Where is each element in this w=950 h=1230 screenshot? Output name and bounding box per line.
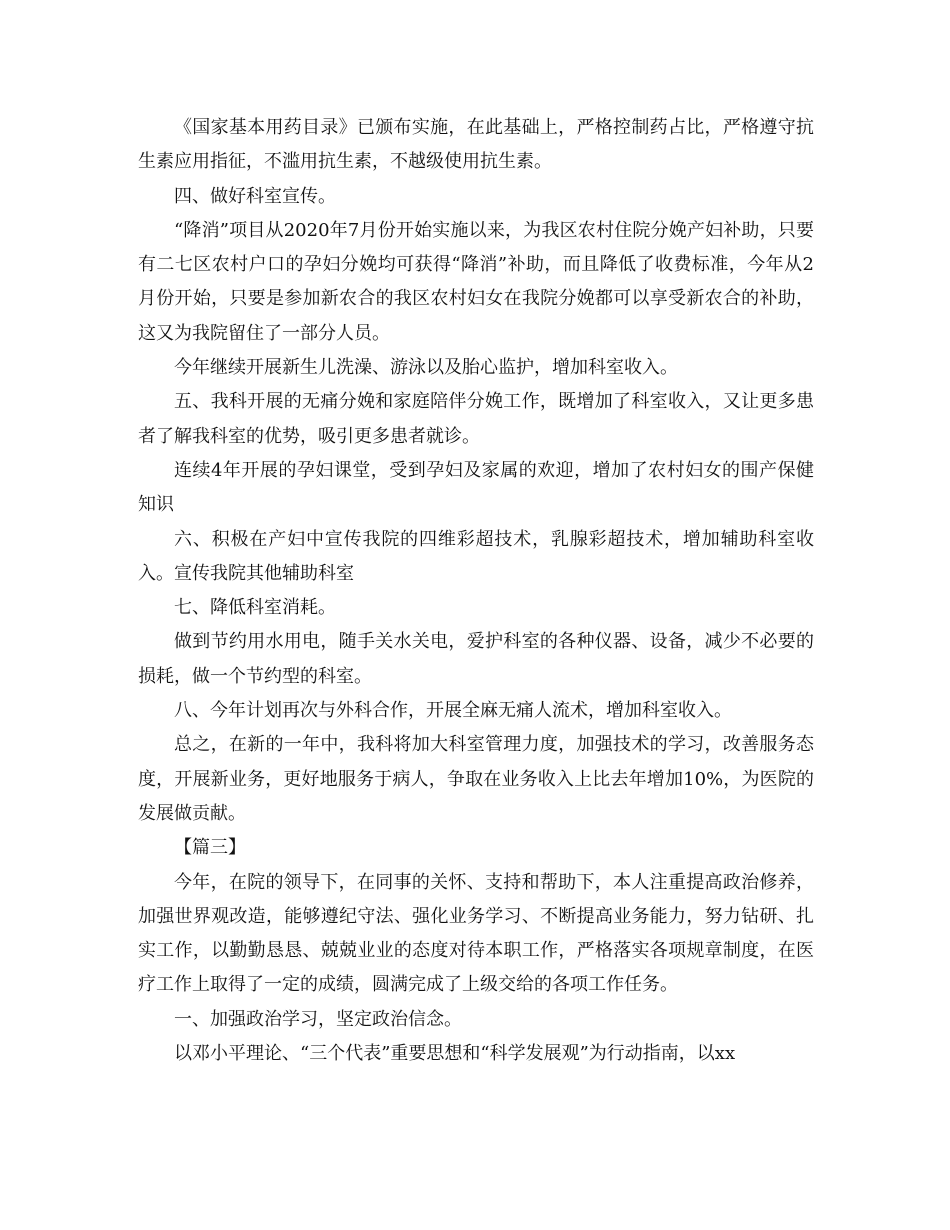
paragraph-newborn-services: 今年继续开展新生儿洗澡、游泳以及胎心监护，增加科室收入。 <box>174 357 678 379</box>
paragraph-save-resources: 做到节约用水用电，随手关水关电，爱护科室的各种仪器、设备，减少不必要的损耗，做一个节约型的科室。 <box>138 631 814 687</box>
heading-section-6: 六、积极在产妇中宣传我院的四维彩超技术，乳腺彩超技术，增加辅助科室收入。宣传我院其他辅助科室 <box>138 528 814 584</box>
paragraph-summary: 总之，在新的一年中，我科将加大科室管理力度，加强技术的学习，改善服务态度，开展新业务，更好地服务于病人，争取在业务收入上比去年增加10%，为医院的发展做贡献。 <box>138 734 814 824</box>
section-title-part-3: 【篇三】 <box>174 837 246 859</box>
document-body <box>138 111 814 1071</box>
paragraph-jiangxiao-project: “降消”项目从2020年7月份开始实施以来，为我区农村住院分娩产妇补助，只要有二七区农村户口的孕妇分娩均可获得“降消”补助，而且降低了收费标准，今年从2月份开始，只要是参加新农合的我区农村妇女在我院分娩都可以享受新农合的补助，这又为我院留住了一部分人员。 <box>138 219 814 344</box>
paragraph-drug-catalog: 《国家基本用药目录》已颁布实施，在此基础上，严格控制药占比，严格遵守抗生素应用指征，不滥用抗生素，不越级使用抗生素。 <box>138 117 814 173</box>
paragraph-part-3-intro: 今年，在院的领导下，在同事的关怀、支持和帮助下，本人注重提高政治修养，加强世界观改造，能够遵纪守法、强化业务学习、不断提高业务能力，努力钻研、扎实工作，以勤勤恳恳、兢兢业业的态度对待本职工作，严格落实各项规章制度，在医疗工作上取得了一定的成绩，圆满完成了上级交给的各项工作任务。 <box>138 871 814 996</box>
paragraph-pregnancy-class: 连续4年开展的孕妇课堂，受到孕妇及家属的欢迎，增加了农村妇女的围产保健知识 <box>138 459 814 516</box>
heading-section-7: 七、降低科室消耗。 <box>174 597 336 619</box>
heading-section-4: 四、做好科室宣传。 <box>174 185 336 207</box>
heading-section-8: 八、今年计划再次与外科合作，开展全麻无痛人流术，增加科室收入。 <box>174 700 732 722</box>
heading-section-5: 五、我科开展的无痛分娩和家庭陪伴分娩工作，既增加了科室收入，又让更多患者了解我科室的优势，吸引更多患者就诊。 <box>138 391 814 447</box>
heading-political-study: 一、加强政治学习，坚定政治信念。 <box>174 1008 462 1030</box>
paragraph-guiding-theory: 以邓小平理论、“三个代表”重要思想和“科学发展观”为行动指南，以xx <box>174 1043 736 1065</box>
